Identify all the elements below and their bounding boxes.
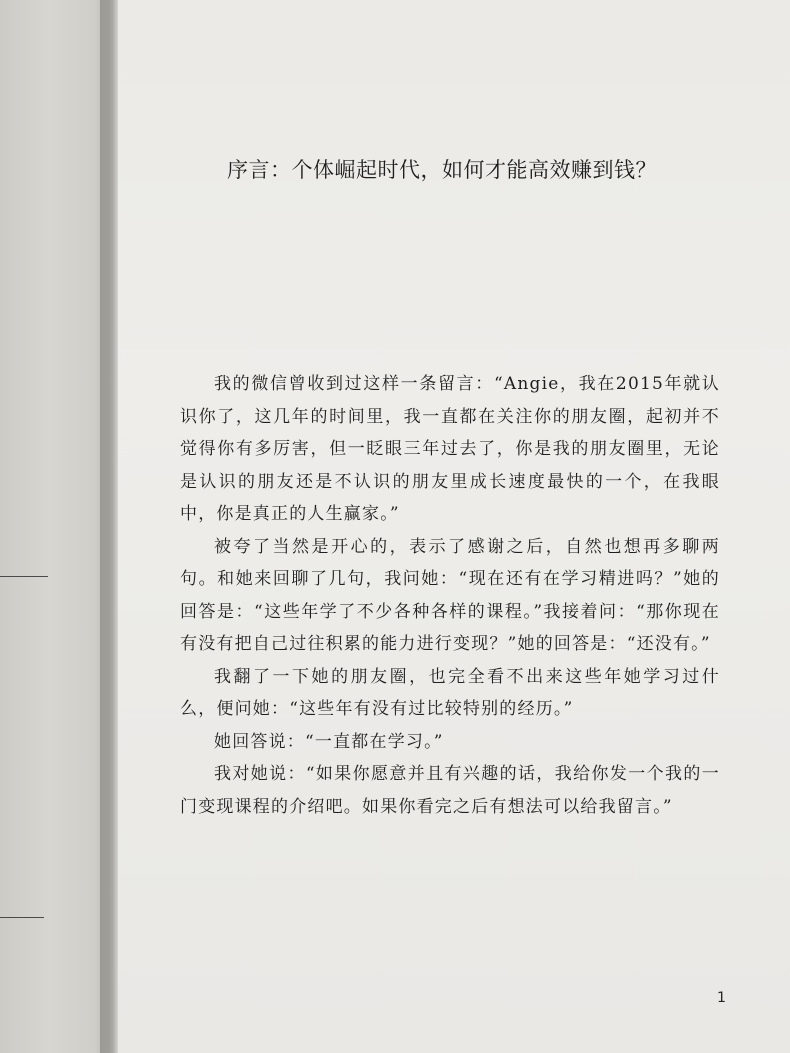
chapter-title: 序言：个体崛起时代，如何才能高效赚到钱？ <box>227 158 657 182</box>
body-text <box>180 368 720 823</box>
paragraph: 我的微信曾收到过这样一条留言：“Angie，我在2015年就认识你了，这几年的时间里，我一直都在关注你的朋友圈，起初并不觉得你有多厉害，但一眨眼三年过去了，你是我的朋友圈里，无论是认识的朋友还是不认识的朋友里成长速度最快的一个，在我眼中，你是真正的人生赢家。” <box>180 374 720 524</box>
left-page <box>0 0 110 1053</box>
paragraph: 被夸了当然是开心的，表示了感谢之后，自然也想再多聊两句。和她来回聊了几句，我问她：“现在还有在学习精进吗？”她的回答是：“这些年学了不少各种各样的课程。”我接着问：“那你现在有没有把自己过往积累的能力进行变现？”她的回答是：“还没有。” <box>180 536 720 654</box>
page-number: 1 <box>717 990 726 1006</box>
left-page-rule <box>0 576 48 577</box>
paragraph: 她回答说：“一直都在学习。” <box>214 731 444 752</box>
paragraph: 我翻了一下她的朋友圈，也完全看不出来这些年她学习过什么，便问她：“这些年有没有过比较特别的经历。” <box>180 666 720 719</box>
paragraph: 我对她说：“如果你愿意并且有兴趣的话，我给你发一个我的一门变现课程的介绍吧。如果你看完之后有想法可以给我留言。” <box>180 764 720 817</box>
left-page-rule <box>0 917 44 918</box>
